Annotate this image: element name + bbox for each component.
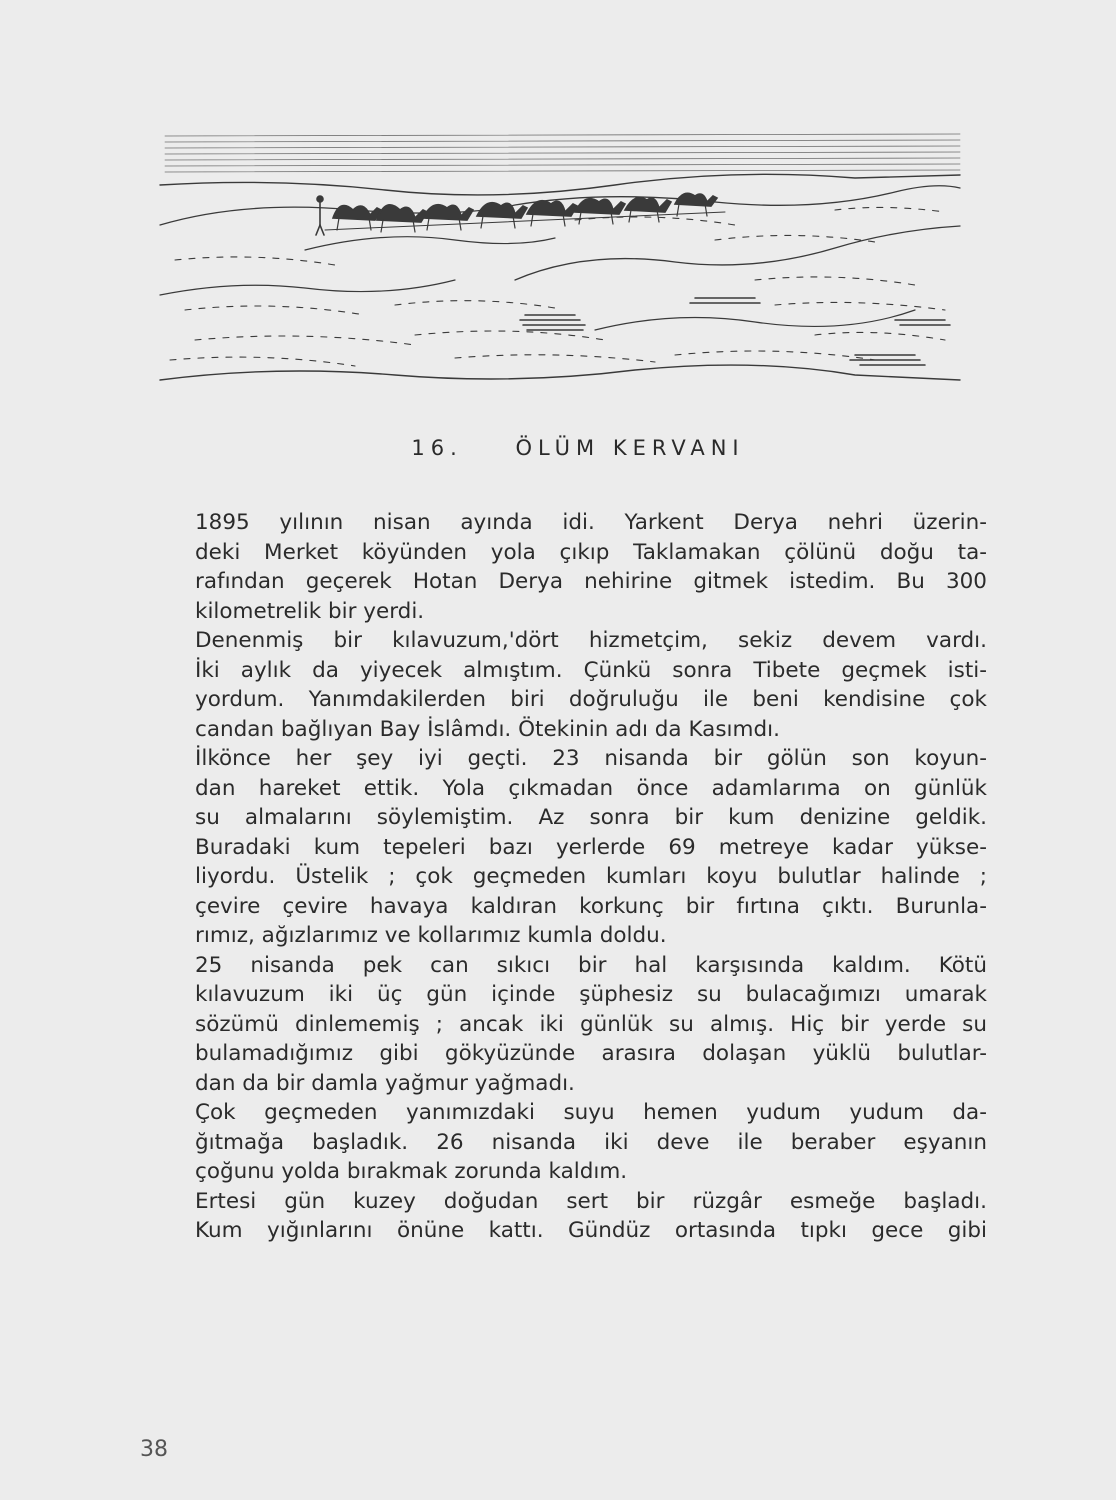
text-line: bulamadığımız gibi gökyüzünde arasıra dolaşan yüklü bulutlar-: [195, 1041, 987, 1066]
body-text: [137, 508, 987, 1246]
text-line: çoğunu yolda bırakmak zorunda kaldım.: [195, 1159, 628, 1184]
sand-ripples: [520, 298, 950, 365]
text-line: İlkönce her şey iyi geçti. 23 nisanda bir gölün son koyun-: [195, 746, 987, 771]
text-line: 25 nisanda pek can sıkıcı bir hal karşısında kaldım. Kötü: [195, 952, 987, 978]
text-line: candan bağlıyan Bay İslâmdı. Ötekinin adı da Kasımdı.: [195, 716, 780, 742]
paragraph: [137, 1098, 987, 1187]
text-line: sözümü dinlememiş ; ancak iki günlük su almış. Hiç bir yerde su: [195, 1011, 987, 1037]
paragraph: [137, 626, 987, 744]
text-line: kilometrelik bir yerdi.: [195, 598, 425, 624]
page-number: 38: [140, 1437, 168, 1462]
text-line: rafından geçerek Hotan Derya nehirine gitmek istedim. Bu 300: [195, 569, 987, 594]
chapter-name: ÖLÜM KERVANI: [515, 436, 745, 460]
text-line: kılavuzum iki üç gün içinde şüphesiz su bulacağımızı umarak: [195, 982, 987, 1007]
paragraph: [137, 1187, 987, 1246]
paragraph: [137, 744, 987, 951]
desert-camel-caravan-illustration: [155, 130, 970, 395]
text-line: 1895 yılının nisan ayında idi. Yarkent Derya nehri üzerin-: [195, 510, 987, 535]
text-line: Çok geçmeden yanımızdaki suyu hemen yudum yudum da-: [195, 1100, 987, 1125]
paragraph: [137, 508, 987, 626]
chapter-title: [0, 436, 1116, 460]
text-line: Buradaki kum tepeleri bazı yerlerde 69 metreye kadar yükse-: [195, 834, 987, 860]
camel-caravan: [316, 193, 725, 235]
text-line: dan hareket ettik. Yola çıkmadan önce adamlarıma on günlük: [195, 775, 987, 801]
text-line: rımız, ağızlarımız ve kollarımız kumla doldu.: [195, 923, 667, 948]
text-line: su almalarını söylemiştim. Az sonra bir kum denizine geldik.: [195, 805, 987, 830]
text-line: Kum yığınlarını önüne kattı. Gündüz ortasında tıpkı gece gibi: [195, 1218, 987, 1243]
text-line: ğıtmağa başladık. 26 nisanda iki deve ile beraber eşyanın: [195, 1129, 987, 1155]
paragraph: [137, 951, 987, 1099]
text-line: İki aylık da yiyecek almıştım. Çünkü sonra Tibete geçmek isti-: [195, 657, 987, 683]
text-line: çevire çevire havaya kaldıran korkunç bir fırtına çıktı. Burunla-: [195, 893, 987, 919]
text-line: deki Merket köyünden yola çıkıp Taklamakan çölünü doğu ta-: [195, 539, 987, 565]
text-line: liyordu. Üstelik ; çok geçmeden kumları koyu bulutlar halinde ;: [195, 864, 987, 889]
chapter-number: 16.: [411, 436, 463, 460]
text-line: yordum. Yanımdakilerden biri doğruluğu ile beni kendisine çok: [195, 687, 987, 712]
sky-hatching: [165, 134, 960, 172]
text-line: dan da bir damla yağmur yağmadı.: [195, 1070, 575, 1096]
text-line: Ertesi gün kuzey doğudan sert bir rüzgâr esmeğe başladı.: [195, 1188, 987, 1214]
text-line: Denenmiş bir kılavuzum,'dört hizmetçim, sekiz devem vardı.: [195, 628, 987, 653]
